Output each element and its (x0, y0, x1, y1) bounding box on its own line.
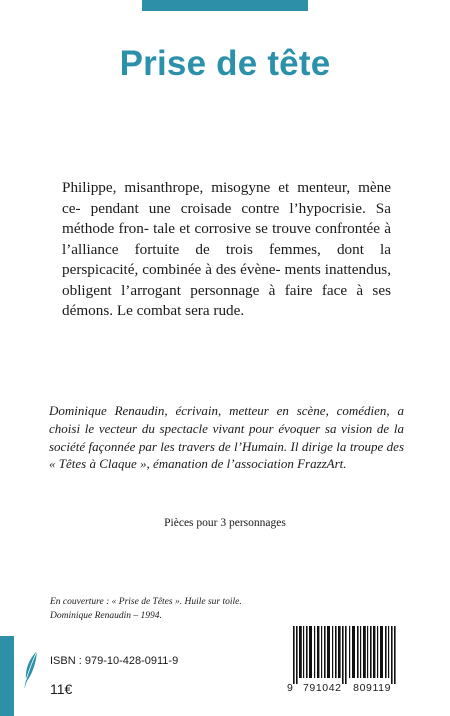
price: 11€ (50, 681, 73, 697)
barcode-lead-digit: 9 (287, 682, 294, 694)
summary-text (62, 178, 391, 322)
barcode-digits (287, 682, 407, 694)
summary-line: Philippe, misanthrope, misogyne et menteur, mène ce- (62, 179, 391, 217)
book-title: Prise de tête (119, 44, 331, 83)
summary-line: à ses démons. Le combat sera rude. (62, 281, 391, 319)
summary-line: trois femmes, dont la perspicacité, combinée à des évène- (62, 240, 392, 278)
summary-line: tale et corrosive se trouve confrontée à l’alliance fortuite de (62, 220, 392, 258)
quill-logo-icon (22, 650, 40, 690)
cover-credit-line: En couverture : « Prise de Têtes ». Huile sur toile. (50, 597, 242, 607)
isbn-number: ISBN : 979-10-428-0911-9 (50, 655, 179, 667)
cover-credit (50, 595, 330, 623)
author-bio (49, 402, 404, 473)
barcode-right-group: 809119 (353, 682, 392, 694)
bio-line: par les travers de l’Humain. Il dirige la troupe des « Têtes à Claque », (49, 438, 405, 472)
barcode (287, 626, 407, 706)
summary-line: pendant une croisade contre l’hypocrisie. Sa méthode fron- (62, 199, 391, 237)
barcode-left-group: 791042 (302, 682, 342, 694)
cast-note: Pièces pour 3 personnages (164, 517, 286, 529)
top-color-band (142, 0, 308, 11)
cover-credit-line: Dominique Renaudin – 1994. (50, 611, 162, 621)
summary-line: ments inattendus, obligent l’arrogant personnage à faire face (62, 261, 391, 299)
bio-line: émanation de l’association FrazzArt. (153, 456, 347, 472)
barcode-bars-icon (287, 626, 407, 684)
left-color-strip (0, 636, 14, 716)
bio-line: vecteur du spectacle vivant pour évoquer sa vision de la société façonnée (49, 420, 404, 454)
bio-line: Dominique Renaudin, écrivain, metteur en scène, comédien, a choisi le (49, 403, 404, 436)
